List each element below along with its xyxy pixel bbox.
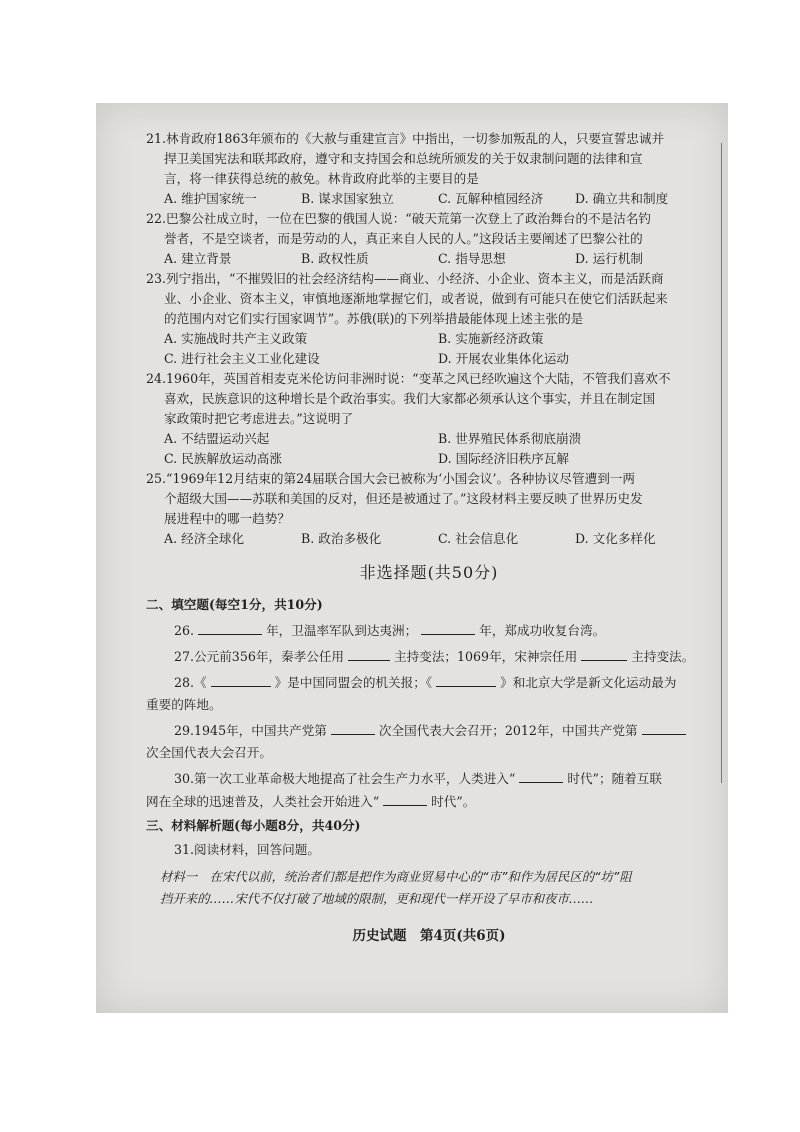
fill-blank-header: 二、填空题(每空1分，共10分) xyxy=(146,597,323,612)
question-24-options xyxy=(146,429,712,469)
question-25-options xyxy=(146,529,712,549)
question-24-stem: 24.1960年，英国首相麦克米伦访问非洲时说：“变革之风已经吹遍这个大陆，不管我们喜欢不 xyxy=(146,371,671,386)
question-29 xyxy=(146,720,712,741)
question-26-text-1: 年，卫温率军队到达夷洲； xyxy=(266,623,418,638)
option-b: B. 实施新经济政策 xyxy=(438,331,544,346)
option-d: D. 国际经济旧秩序瓦解 xyxy=(438,451,569,466)
question-30-text-1: 30.第一次工业革命极大地提高了社会生产力水平，人类进入“ xyxy=(174,771,516,786)
question-29-text-1: 29.1945年，中国共产党第 xyxy=(174,723,327,738)
option-a: A. 维护国家统一 xyxy=(164,191,257,206)
question-21-stem: 21.林肯政府1863年颁布的《大赦与重建宣言》中指出，一切参加叛乱的人，只要宣誓忠诚并 xyxy=(146,131,665,146)
question-30 xyxy=(146,768,712,789)
question-27-text-2: 主持变法；1069年，宋神宗任用 xyxy=(394,649,578,664)
material-1-line-1: 材料一 在宋代以前，统治者们都是把作为商业贸易中心的“市”和作为居民区的“坊”阻 xyxy=(160,869,632,884)
question-28-text-2: 》是中国同盟会的机关报；《 xyxy=(274,675,433,690)
question-28-text-3: 》和北京大学是新文化运动最为 xyxy=(500,675,677,690)
question-23 xyxy=(146,269,712,369)
question-21-cont2: 言，将一律获得总统的赦免。林肯政府此举的主要目的是 xyxy=(164,171,479,186)
question-24-cont1: 喜欢，民族意识的这种增长是个政治事实。我们大家都必须承认这个事实，并且在制定国 xyxy=(164,391,656,406)
question-27-text-1: 27.公元前356年，秦孝公任用 xyxy=(174,649,345,664)
question-30-cont-text-1: 网在全球的迅速普及，人类社会开始进入“ xyxy=(146,794,380,809)
question-26 xyxy=(146,620,712,641)
question-22-options xyxy=(146,249,712,269)
answer-blank[interactable] xyxy=(581,646,627,661)
question-28 xyxy=(146,672,712,693)
question-24 xyxy=(146,369,712,469)
question-28-cont: 重要的阵地。 xyxy=(146,697,222,712)
question-26-number: 26. xyxy=(174,623,195,638)
answer-blank[interactable] xyxy=(421,620,475,635)
option-d: D. 运行机制 xyxy=(575,251,644,266)
answer-blank[interactable] xyxy=(519,768,563,783)
answer-blank[interactable] xyxy=(642,720,686,735)
question-23-stem: 23.列宁指出，“不摧毁旧的社会经济结构——商业、小经济、小企业、资本主义，而是活跃商 xyxy=(146,271,664,286)
question-27 xyxy=(146,646,712,667)
option-c: C. 瓦解种植园经济 xyxy=(438,191,544,206)
option-d: D. 确立共和制度 xyxy=(575,191,669,206)
answer-blank[interactable] xyxy=(436,672,496,687)
question-30-cont-text-2: 时代”。 xyxy=(431,794,476,809)
option-c: C. 社会信息化 xyxy=(438,531,519,546)
question-29-cont: 次全国代表大会召开。 xyxy=(146,745,272,760)
question-25-cont1: 个超级大国——苏联和美国的反对，但还是被通过了。”这段材料主要反映了世界历史发 xyxy=(164,491,643,506)
option-a: A. 不结盟运动兴起 xyxy=(164,431,270,446)
question-23-cont2: 的范围内对它们实行国家调节”。苏俄(联)的下列举措最能体现上述主张的是 xyxy=(164,311,584,326)
question-21 xyxy=(146,129,712,209)
question-22 xyxy=(146,209,712,269)
question-26-text-2: 年，郑成功收复台湾。 xyxy=(479,623,606,638)
answer-blank[interactable] xyxy=(383,791,427,806)
question-25-stem: 25.“1969年12月结束的第24届联合国大会已被称为‘小国会议’。各种协议尽管遭到一两 xyxy=(146,471,635,486)
option-d: D. 开展农业集体化运动 xyxy=(438,351,569,366)
option-c: C. 进行社会主义工业化建设 xyxy=(164,351,320,366)
option-c: C. 民族解放运动高涨 xyxy=(164,451,282,466)
question-25-cont2: 展进程中的哪一趋势？ xyxy=(164,511,290,526)
question-29-text-2: 次全国代表大会召开；2012年，中国共产党第 xyxy=(378,723,638,738)
question-30-cont xyxy=(146,791,712,812)
option-b: B. 世界殖民体系彻底崩溃 xyxy=(438,431,582,446)
option-a: A. 建立背景 xyxy=(164,251,232,266)
question-22-stem: 22.巴黎公社成立时，一位在巴黎的俄国人说：“破天荒第一次登上了政治舞台的不是沽名钓 xyxy=(146,211,652,226)
question-21-options xyxy=(146,189,712,209)
page-footer: 历史试题 第4页(共6页) xyxy=(352,928,506,944)
option-a: A. 经济全球化 xyxy=(164,531,245,546)
question-30-text-2: 时代”；随着互联 xyxy=(567,771,662,786)
material-analysis-header: 三、材料解析题(每小题8分，共40分) xyxy=(146,818,361,833)
question-28-text-1: 28.《 xyxy=(174,675,207,690)
option-c: C. 指导思想 xyxy=(438,251,506,266)
material-1-line-2: 挡开来的……宋代不仅打破了地域的限制，更和现代一样开设了早市和夜市…… xyxy=(160,891,594,906)
option-d: D. 文化多样化 xyxy=(575,531,656,546)
page-edge-shadow xyxy=(721,143,722,783)
option-b: B. 政治多极化 xyxy=(301,531,382,546)
option-b: B. 政权性质 xyxy=(301,251,369,266)
exam-sheet xyxy=(96,103,728,1013)
option-b: B. 谋求国家独立 xyxy=(301,191,394,206)
question-25 xyxy=(146,469,712,549)
answer-blank[interactable] xyxy=(198,620,262,635)
question-23-cont1: 业、小企业、资本主义，审慎地逐渐地掌握它们，或者说，做到有可能只在使它们活跃起来 xyxy=(164,291,668,306)
question-21-cont1: 捍卫美国宪法和联邦政府，遵守和支持国会和总统所颁发的关于奴隶制问题的法律和宣 xyxy=(164,151,643,166)
question-27-text-3: 主持变法。 xyxy=(631,649,695,664)
material-1 xyxy=(146,866,712,910)
answer-blank[interactable] xyxy=(211,672,271,687)
exam-content xyxy=(146,129,712,946)
question-31-intro: 31.阅读材料，回答问题。 xyxy=(174,842,320,857)
section-title: 非选择题(共50分) xyxy=(359,563,499,582)
question-23-options xyxy=(146,329,712,369)
answer-blank[interactable] xyxy=(348,646,390,661)
question-22-cont1: 誉者，不是空谈者，而是劳动的人，真正来自人民的人。”这段话主要阐述了巴黎公社的 xyxy=(164,231,643,246)
answer-blank[interactable] xyxy=(331,720,375,735)
option-a: A. 实施战时共产主义政策 xyxy=(164,331,308,346)
question-24-cont2: 家政策时把它考虑进去。”这说明了 xyxy=(164,411,354,426)
